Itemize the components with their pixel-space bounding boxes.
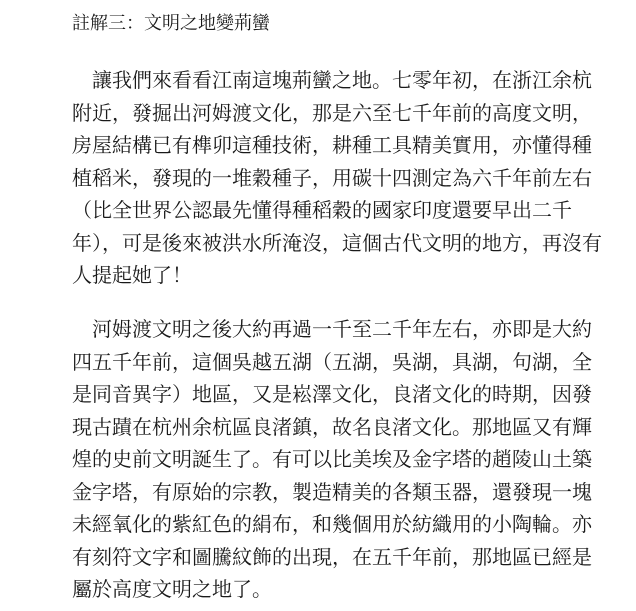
paragraph-line: 讓我們來看看江南這塊荊蠻之地。七零年初，在浙江余杭 [72,68,592,92]
paragraph-line: 現古蹟在杭州余杭區良渚鎮，故名良渚文化。那地區又有輝 [72,414,592,439]
paragraph-line: 有刻符文字和圖騰紋飾的出現，在五千年前，那地區已經是 [72,544,592,569]
paragraph-line: 人提起她了！ [72,263,192,287]
paragraph-line: 房屋結構已有榫卯這種技術，耕種工具精美實用，亦懂得種 [72,133,592,157]
paragraph-line: 河姆渡文明之後大約再過一千至二千年左右，亦即是大約 [72,317,592,341]
paragraph-line: 金字塔，有原始的宗教，製造精美的各類玉器，還發現一塊 [72,479,592,504]
paragraph-line: 未經氧化的紫紅色的絹布，和幾個用於紡織用的小陶輪。亦 [72,512,592,536]
paragraph-line: 四五千年前，這個吳越五湖（五湖，吳湖，具湖，句湖，全 [72,349,592,374]
paragraph-line: 屬於高度文明之地了。 [72,577,272,601]
paragraph-line: 年），可是後來被洪水所淹沒，這個古代文明的地方，再沒有 [72,230,602,255]
paragraph-line: 是同音異字）地區，又是崧澤文化，良渚文化的時期，因發 [72,382,592,406]
paragraph-line: （比全世界公認最先懂得種稻穀的國家印度還要早出二千 [72,198,572,222]
paragraph-line: 煌的史前文明誕生了。有可以比美埃及金字塔的趙陵山土築 [72,447,592,471]
paragraph-line: 附近，發掘出河姆渡文化，那是六至七千年前的高度文明， [72,100,592,125]
paragraph-2 [72,313,592,606]
paragraph-line: 植稻米，發現的一堆穀種子，用碳十四測定為六千年前左右 [72,165,592,190]
section-heading: 註解三：文明之地變荊蠻 [72,13,270,34]
paragraph-1 [72,64,602,292]
